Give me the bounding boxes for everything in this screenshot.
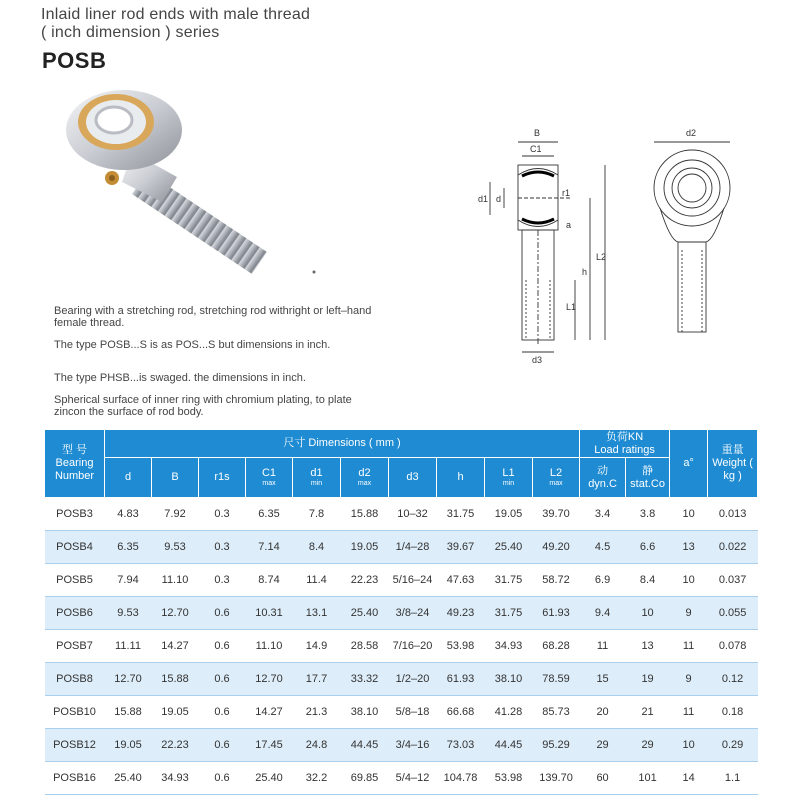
header-model-cn: 型 号: [61, 444, 88, 456]
table-cell: 11.4: [293, 564, 341, 597]
table-cell: 12.70: [105, 663, 152, 696]
table-cell: 53.98: [437, 630, 485, 663]
table-cell: 0.078: [708, 630, 758, 663]
label-L1: L1: [566, 302, 577, 312]
table-cell: 0.18: [708, 696, 758, 729]
bearing-number-cell: POSB10: [45, 696, 105, 729]
table-cell: 15: [580, 663, 626, 696]
table-cell: 15.88: [152, 663, 199, 696]
table-cell: 78.59: [533, 663, 580, 696]
table-cell: 19.05: [152, 696, 199, 729]
table-cell: 0.6: [199, 597, 246, 630]
table-cell: 38.10: [341, 696, 389, 729]
table-cell: 17.45: [246, 729, 293, 762]
title-line-1: Inlaid liner rod ends with male thread: [41, 6, 311, 23]
table-cell: 0.6: [199, 729, 246, 762]
table-cell: 9: [670, 663, 708, 696]
header-bearing-number: [45, 430, 105, 498]
table-cell: 20: [580, 696, 626, 729]
table-cell: 0.6: [199, 630, 246, 663]
header-dimensions: 尺寸 Dimensions ( mm ): [105, 430, 580, 458]
table-cell: 0.3: [199, 498, 246, 531]
table-cell: 61.93: [437, 663, 485, 696]
table-cell: 101: [626, 762, 670, 795]
table-cell: 3/8–24: [389, 597, 437, 630]
table-cell: 31.75: [437, 498, 485, 531]
table-cell: 13: [670, 531, 708, 564]
description-3: The type PHSB...is swaged. the dimensions in inch.: [54, 372, 306, 384]
table-cell: 19.05: [105, 729, 152, 762]
table-cell: 61.93: [533, 597, 580, 630]
table-cell: 44.45: [341, 729, 389, 762]
header-dyn: 动 dyn.C: [580, 458, 626, 498]
table-cell: 73.03: [437, 729, 485, 762]
header-angle: a°: [670, 430, 708, 498]
table-cell: 5/4–12: [389, 762, 437, 795]
bearing-number-cell: POSB6: [45, 597, 105, 630]
table-cell: 14: [670, 762, 708, 795]
header-d: d: [105, 458, 152, 498]
bearing-number-cell: POSB4: [45, 531, 105, 564]
table-cell: 53.98: [485, 762, 533, 795]
table-cell: 10: [670, 729, 708, 762]
description-2: The type POSB...S is as POS...S but dimensions in inch.: [54, 339, 331, 351]
table-cell: 0.6: [199, 696, 246, 729]
table-cell: 0.022: [708, 531, 758, 564]
label-d2: d2: [686, 128, 697, 138]
table-cell: 12.70: [246, 663, 293, 696]
table-cell: 21: [626, 696, 670, 729]
table-cell: 7.92: [152, 498, 199, 531]
spec-table-body: [45, 498, 758, 795]
header-L2: L2 max: [533, 458, 580, 498]
header-weight: 重量 Weight ( kg ): [708, 430, 758, 498]
title-line-2: ( inch dimension ) series: [41, 24, 220, 41]
table-row: [45, 564, 758, 597]
label-B: B: [534, 128, 541, 138]
table-cell: 32.2: [293, 762, 341, 795]
label-a: a: [566, 220, 572, 230]
table-cell: 49.20: [533, 531, 580, 564]
table-cell: 29: [580, 729, 626, 762]
table-cell: 0.6: [199, 663, 246, 696]
label-r1: r1: [562, 188, 571, 198]
table-cell: 7.8: [293, 498, 341, 531]
table-cell: 49.23: [437, 597, 485, 630]
table-cell: 85.73: [533, 696, 580, 729]
table-cell: 0.037: [708, 564, 758, 597]
table-cell: 9: [670, 597, 708, 630]
table-cell: 68.28: [533, 630, 580, 663]
table-cell: 6.35: [246, 498, 293, 531]
table-cell: 1.1: [708, 762, 758, 795]
table-cell: 8.4: [293, 531, 341, 564]
table-cell: 33.32: [341, 663, 389, 696]
header-model-en: Bearing Number: [54, 457, 95, 482]
table-cell: 0.3: [199, 564, 246, 597]
table-cell: 29: [626, 729, 670, 762]
table-cell: 95.29: [533, 729, 580, 762]
table-row: [45, 630, 758, 663]
table-cell: 11.10: [152, 564, 199, 597]
table-row: [45, 762, 758, 795]
table-cell: 10–32: [389, 498, 437, 531]
table-cell: 58.72: [533, 564, 580, 597]
table-cell: 0.29: [708, 729, 758, 762]
table-cell: 39.70: [533, 498, 580, 531]
table-row: [45, 729, 758, 762]
header-L1: L1 min: [485, 458, 533, 498]
table-cell: 41.28: [485, 696, 533, 729]
table-cell: 5/8–18: [389, 696, 437, 729]
table-cell: 11.10: [246, 630, 293, 663]
table-cell: 0.013: [708, 498, 758, 531]
label-L2: L2: [596, 252, 607, 262]
table-cell: 38.10: [485, 663, 533, 696]
table-cell: 13.1: [293, 597, 341, 630]
bearing-number-cell: POSB12: [45, 729, 105, 762]
table-cell: 10.31: [246, 597, 293, 630]
table-cell: 7.14: [246, 531, 293, 564]
table-cell: 3.4: [580, 498, 626, 531]
label-h: h: [582, 267, 588, 277]
table-cell: 14.27: [152, 630, 199, 663]
description-1: Bearing with a stretching rod, stretching rod withright or left–hand female thread.: [54, 305, 372, 329]
bearing-number-cell: POSB8: [45, 663, 105, 696]
table-cell: 6.35: [105, 531, 152, 564]
spec-table: [44, 429, 758, 795]
header-h: h: [437, 458, 485, 498]
table-cell: 25.40: [341, 597, 389, 630]
table-cell: 0.12: [708, 663, 758, 696]
table-cell: 7/16–20: [389, 630, 437, 663]
table-row: [45, 498, 758, 531]
table-cell: 6.9: [580, 564, 626, 597]
table-cell: 25.40: [105, 762, 152, 795]
header-C1: C1 max: [246, 458, 293, 498]
table-cell: 69.85: [341, 762, 389, 795]
table-cell: 14.27: [246, 696, 293, 729]
table-cell: 0.6: [199, 762, 246, 795]
bearing-number-cell: POSB5: [45, 564, 105, 597]
table-cell: 66.68: [437, 696, 485, 729]
model-title: POSB: [42, 48, 107, 73]
table-cell: 9.53: [152, 531, 199, 564]
table-cell: 17.7: [293, 663, 341, 696]
table-cell: 3/4–16: [389, 729, 437, 762]
table-cell: 0.3: [199, 531, 246, 564]
table-cell: 22.23: [341, 564, 389, 597]
table-cell: 34.93: [485, 630, 533, 663]
table-cell: 11.11: [105, 630, 152, 663]
header-r1s: r1s: [199, 458, 246, 498]
label-d: d: [496, 194, 502, 204]
label-C1: C1: [530, 144, 542, 154]
header-d2: d2 max: [341, 458, 389, 498]
bearing-number-cell: POSB3: [45, 498, 105, 531]
table-cell: 19: [626, 663, 670, 696]
table-row: [45, 696, 758, 729]
table-cell: 39.67: [437, 531, 485, 564]
label-d3: d3: [532, 355, 543, 365]
table-cell: 139.70: [533, 762, 580, 795]
table-cell: 44.45: [485, 729, 533, 762]
table-cell: 19.05: [341, 531, 389, 564]
table-cell: 11: [580, 630, 626, 663]
table-cell: 22.23: [152, 729, 199, 762]
table-cell: 28.58: [341, 630, 389, 663]
table-cell: 4.5: [580, 531, 626, 564]
table-cell: 104.78: [437, 762, 485, 795]
table-cell: 3.8: [626, 498, 670, 531]
table-cell: 31.75: [485, 564, 533, 597]
table-cell: 9.53: [105, 597, 152, 630]
table-cell: 10: [670, 564, 708, 597]
header-d3: d3: [389, 458, 437, 498]
table-cell: 25.40: [485, 531, 533, 564]
table-cell: 21.3: [293, 696, 341, 729]
table-cell: 1/2–20: [389, 663, 437, 696]
header-B: B: [152, 458, 199, 498]
table-cell: 5/16–24: [389, 564, 437, 597]
table-cell: 6.6: [626, 531, 670, 564]
table-cell: 47.63: [437, 564, 485, 597]
header-stat: 静 stat.Co: [626, 458, 670, 498]
table-cell: 7.94: [105, 564, 152, 597]
header-load-ratings: 负荷KN Load ratings: [580, 430, 670, 458]
table-cell: 8.4: [626, 564, 670, 597]
table-cell: 15.88: [105, 696, 152, 729]
table-cell: 8.74: [246, 564, 293, 597]
description-4: Spherical surface of inner ring with chromium plating, to plate zincon the surface of rod body.: [54, 394, 352, 418]
table-cell: 10: [626, 597, 670, 630]
label-d1: d1: [478, 194, 489, 204]
table-row: [45, 597, 758, 630]
table-row: [45, 663, 758, 696]
table-cell: 12.70: [152, 597, 199, 630]
table-cell: 34.93: [152, 762, 199, 795]
header-d1: d1 min: [293, 458, 341, 498]
table-cell: 19.05: [485, 498, 533, 531]
table-cell: 4.83: [105, 498, 152, 531]
table-cell: 0.055: [708, 597, 758, 630]
table-cell: 10: [670, 498, 708, 531]
table-cell: 9.4: [580, 597, 626, 630]
bearing-number-cell: POSB16: [45, 762, 105, 795]
table-cell: 11: [670, 696, 708, 729]
table-cell: 1/4–28: [389, 531, 437, 564]
table-cell: 25.40: [246, 762, 293, 795]
table-cell: 24.8: [293, 729, 341, 762]
table-cell: 60: [580, 762, 626, 795]
table-row: [45, 531, 758, 564]
technical-drawing: [470, 120, 770, 380]
rod-end-photo: [52, 82, 332, 282]
bearing-number-cell: POSB7: [45, 630, 105, 663]
table-cell: 11: [670, 630, 708, 663]
table-cell: 31.75: [485, 597, 533, 630]
table-cell: 13: [626, 630, 670, 663]
table-cell: 15.88: [341, 498, 389, 531]
table-cell: 14.9: [293, 630, 341, 663]
